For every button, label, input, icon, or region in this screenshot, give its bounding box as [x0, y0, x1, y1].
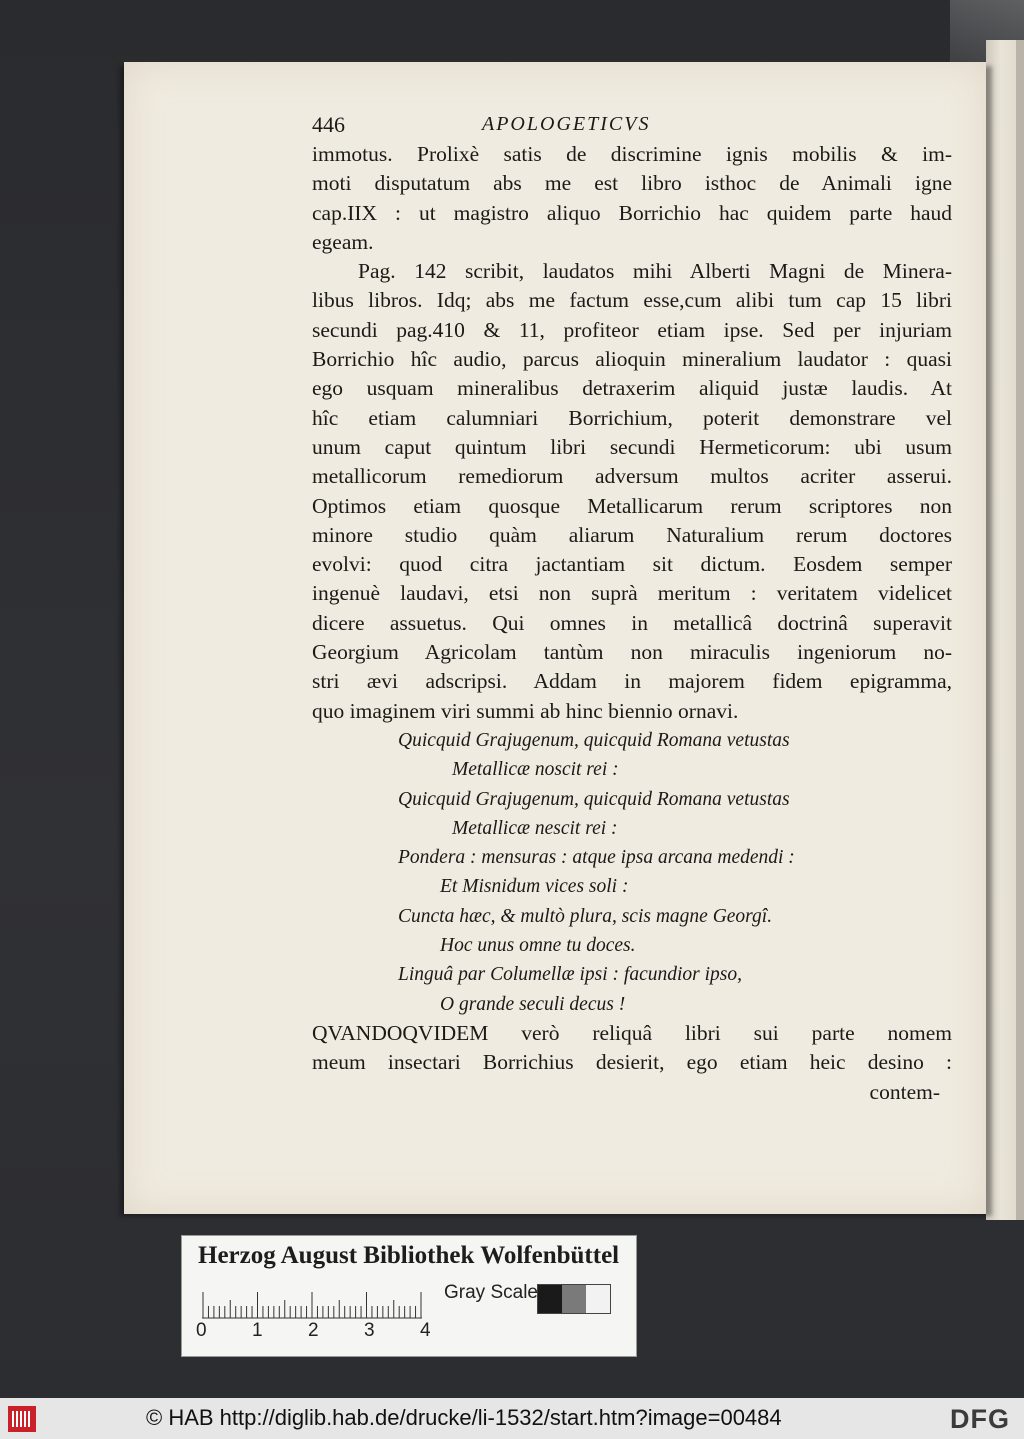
text-line: egeam.: [312, 229, 374, 254]
library-name: Herzog August Bibliothek Wolfenbüttel: [198, 1242, 620, 1269]
footer-bar: [0, 1398, 1024, 1439]
ruler-number: 0: [196, 1320, 207, 1341]
text-line: quo imaginem viri summi ab hinc biennio ornavi.: [312, 698, 739, 723]
text-line: ego usquam mineralibus detraxerim aliquid justæ laudis. At: [312, 376, 952, 401]
library-label-card: [181, 1235, 637, 1357]
text-line: Pag. 142 scribit, laudatos mihi Alberti Magni de Minera-: [358, 259, 952, 284]
hab-logo-icon: [8, 1406, 36, 1432]
page-number: 446: [312, 112, 345, 137]
running-title: APOLOGETICVS: [482, 113, 651, 135]
verse-line: Quicquid Grajugenum, quicquid Romana vetustas: [398, 788, 790, 810]
text-line: evolvi: quod citra jactantiam sit dictum. Eosdem semper: [312, 552, 952, 577]
text-line: secundi pag.410 & 11, profiteor etiam ipse. Sed per injuriam: [312, 317, 952, 342]
text-line: meum insectari Borrichius desierit, ego etiam heic desino :: [312, 1050, 952, 1075]
text-line: cap.IIX : ut magistro aliquo Borrichio hac quidem parte haud: [312, 200, 952, 225]
swatch-black: [538, 1285, 562, 1313]
ruler-number: 3: [364, 1320, 375, 1341]
verse-line: Pondera : mensuras : atque ipsa arcana medendi :: [398, 847, 795, 869]
verse-line: Cuncta hæc, & multò plura, scis magne Georgî.: [398, 905, 773, 927]
text-line: metallicorum remediorum adversum multos acriter asserui.: [312, 464, 952, 489]
ruler-number: 4: [420, 1320, 431, 1341]
catchword: contem-: [869, 1079, 940, 1104]
verse-line: Metallicæ noscit rei :: [452, 759, 619, 781]
verse-line: Quicquid Grajugenum, quicquid Romana vetustas: [398, 729, 790, 751]
text-line: hîc etiam calumniari Borrichium, poterit demonstrare vel: [312, 405, 952, 430]
text-line: QVANDOQVIDEM verò reliquâ libri sui parte nomem: [312, 1020, 952, 1045]
grayscale-swatches: [537, 1284, 611, 1314]
running-head: [312, 110, 952, 140]
text-line: stri ævi adscripsi. Addam in majorem fidem epigramma,: [312, 669, 952, 694]
verse-line: Et Misnidum vices soli :: [440, 876, 629, 898]
text-line: Optimos etiam quosque Metallicarum rerum scriptores non: [312, 493, 952, 518]
text-line: Borrichio hîc audio, parcus alioquin mineralium laudator : quasi: [312, 347, 952, 372]
verse-line: O grande seculi decus !: [440, 993, 626, 1015]
dfg-logo: DFG: [950, 1404, 1010, 1434]
text-line: minore studio quàm aliarum Naturalium rerum doctores: [312, 522, 952, 547]
footer-credit-link[interactable]: © HAB http://diglib.hab.de/drucke/li-1532/start.htm?image=00484: [146, 1405, 782, 1430]
book-edge-stripe: [1016, 40, 1024, 1220]
swatch-white: [586, 1285, 610, 1313]
verse-line: Hoc unus omne tu doces.: [440, 935, 636, 957]
scale-ruler: [202, 1288, 422, 1324]
text-line: dicere assuetus. Qui omnes in metallicâ doctrinâ superavit: [312, 610, 952, 635]
text-line: libus libros. Idq; abs me factum esse,cum alibi tum cap 15 libri: [312, 288, 952, 313]
text-line: Georgium Agricolam tantùm non miraculis ingeniorum no-: [312, 640, 952, 665]
text-line: ingenuè laudavi, etsi non suprà meritum : veritatem videlicet: [312, 581, 952, 606]
text-line: moti disputatum abs me est libro isthoc de Animali igne: [312, 171, 952, 196]
ruler-ticks: [202, 1288, 422, 1324]
ruler-number: 1: [252, 1320, 263, 1341]
page-text: [312, 110, 952, 1107]
verse-line: Linguâ par Columellæ ipsi : facundior ipso,: [398, 964, 742, 986]
text-line: immotus. Prolixè satis de discrimine ignis mobilis & im-: [312, 142, 952, 166]
text-line: unum caput quintum libri secundi Hermeticorum: ubi usum: [312, 434, 952, 459]
swatch-gray: [562, 1285, 586, 1313]
grayscale-label: Gray Scale: [444, 1282, 538, 1303]
ruler-number: 2: [308, 1320, 319, 1341]
verse-line: Metallicæ nescit rei :: [452, 817, 618, 839]
